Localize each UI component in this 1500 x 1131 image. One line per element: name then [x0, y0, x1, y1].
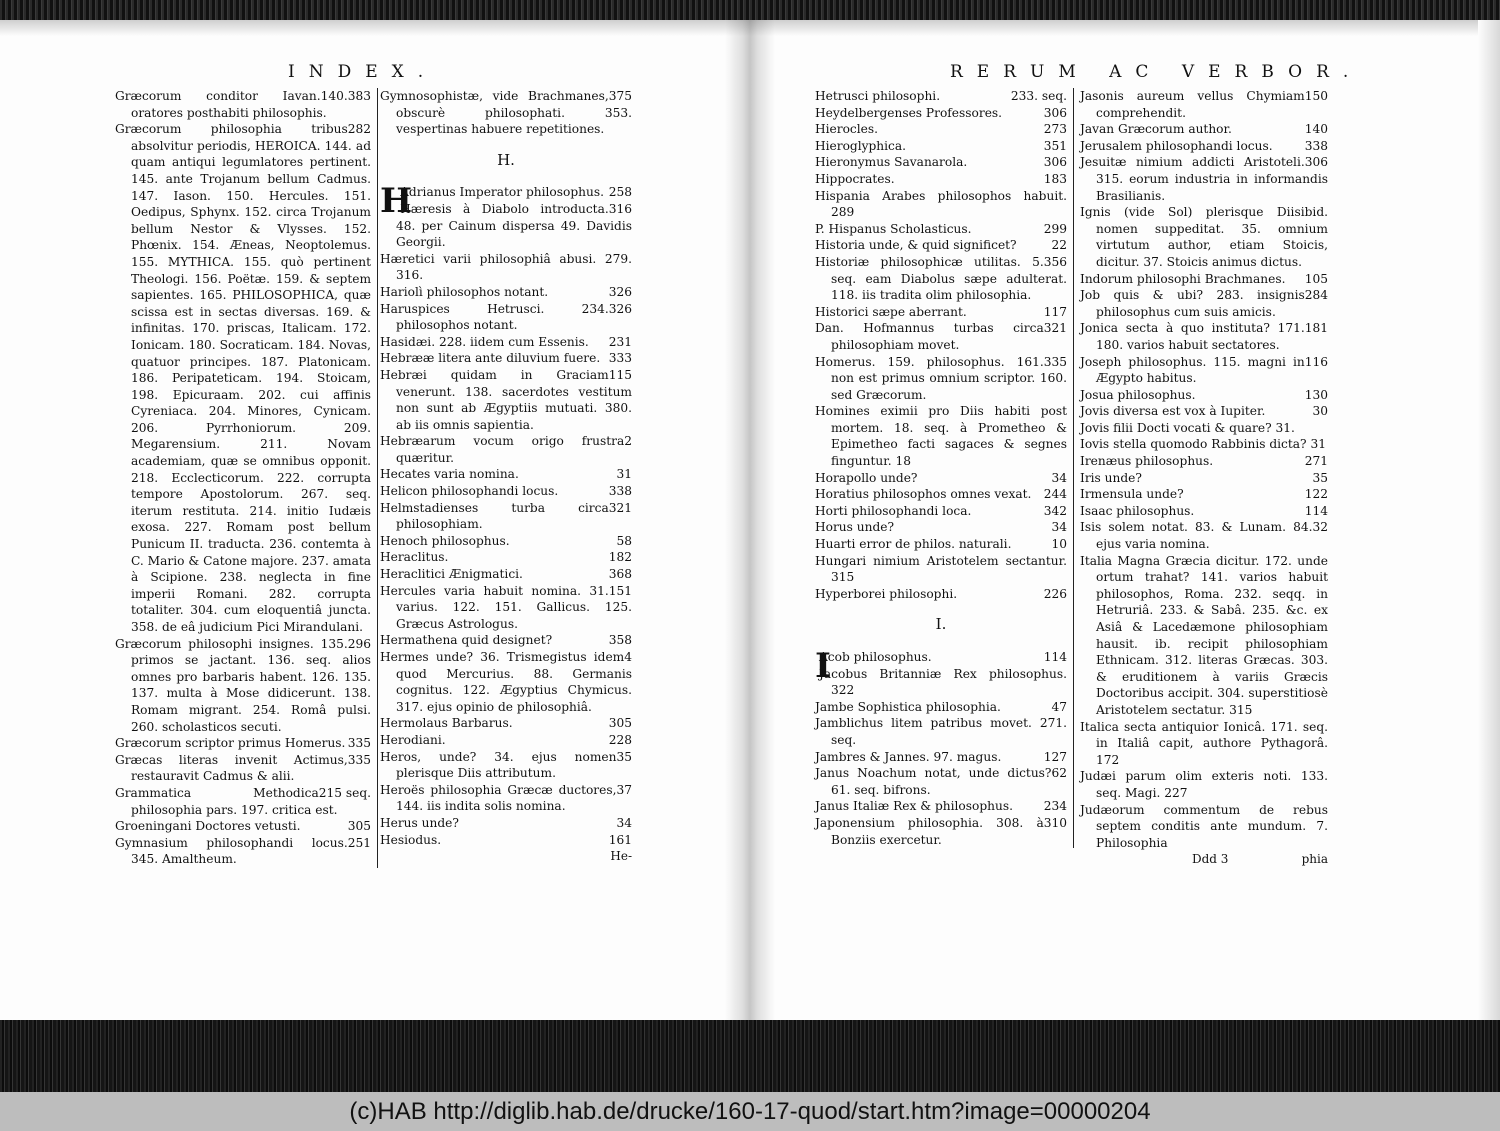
index-entry [815, 470, 1067, 487]
entry-text: Javan Græcorum author. [1080, 122, 1232, 137]
index-entry [380, 367, 632, 433]
index-entry [1080, 88, 1328, 121]
page-reference: 181 [1304, 321, 1328, 336]
page-reference: 10 [1051, 537, 1067, 552]
index-entry [815, 88, 1067, 105]
entry-text: Italia Magna Græcia dicitur. 172. unde ortum trahat? 141. varios habuit philosophos, Roma. 232. seqq. in Hetruriâ. 233. & Sabâ. 235. &c. ex Asiâ & Lacedæmone philosophiam hausit. ib. recipit philosophiam Ethnicam. 312. literas Græcas. 303. & eruditionem à variis Græcis Doctoribus accipit. 304. superstitiosè Aristotelem sectatur. 315 [1080, 553, 1328, 717]
catchword: He- [610, 849, 632, 864]
index-entry [1080, 287, 1328, 320]
entry-text: Job quis & ubi? 283. insignis philosophus cum suis amicis. [1080, 288, 1305, 319]
entry-text: Herus unde? [380, 815, 459, 830]
entry-text: Heros, unde? 34. ejus nomen plerisque Diis attributum. [380, 749, 617, 781]
page-reference: 296 [347, 636, 371, 651]
entry-text: Horatius philosophos omnes vexat. [815, 487, 1032, 502]
index-entry [380, 251, 632, 284]
page-reference: 375 [608, 89, 632, 103]
entry-text: Helmstadienses turba circa philosophiam. [380, 500, 609, 532]
entry-text: Horus unde? [815, 520, 895, 535]
book-gutter [725, 20, 775, 1022]
index-entry [380, 334, 632, 351]
scan-background-bottom [0, 1020, 1500, 1092]
entry-text: Jacobus Britanniæ Rex philosophus. 322 [819, 666, 1067, 698]
entry-text: Hierocles. [815, 122, 878, 137]
page-reference: 342 [1043, 503, 1067, 518]
index-entry [815, 121, 1067, 138]
index-entry [115, 818, 371, 835]
page-reference: 335 [347, 736, 371, 751]
index-entry [1080, 121, 1328, 138]
entry-text: Irmensula unde? [1080, 487, 1184, 502]
index-entry: I 114 Acob philosophus. [815, 646, 1067, 686]
catchword: phia [1301, 852, 1328, 867]
entry-text: Græcorum philosophia tribus absolvitur periodis, HEROICA. 144. ad quam antiqui legumlatores pertinent. 145. ante Trojanum bellum Cadmus. 147. Iason. 150. Hercules. 151. Oedipus, Sphynx. 152. circa Trojanum bellum Nestor & Vlysses. 152. Phœnix. 154. Æneas, Neoptolemus. 155. MYTHICA. 155. quò pertinent Theologi. 156. Poëtæ. 159. & septem sapientes. 165. PHILOSOPHICA, quæ scissa est in sectas diversas. 169. & infinitas. 170. priscas, Italicam. 172. Ionicam. 180. Socraticam. 184. Novas, quatuor principes. 187. Platonicam. 186. Peripateticam. 194. Stoicam, 198. Epicuraam. 202. cui affinis Cyreniaca. 204. Minores, Cynicam. 206. Pyrrhoniorum. 209. Megarensium. 211. Novam academiam, quæ se omnibus opponit. 218. Ecclecticorum. 222. corrupta tempore Apostolorum. 267. seq. iterum restituta. 214. initio Iudæis exosa. 227. Romam post bellum Punicum II. traducta. 236. contemta à C. Mario & Catone majore. 237. amata à Scipione. 238. neglecta in fine imperii Romani. 282. corrupta totaliter. 304. cum eloquentiâ juncta. 358. de eâ judicium Pici Mirandulani. [115, 122, 371, 634]
page-reference: 321 [608, 500, 632, 515]
index-entry [380, 815, 632, 832]
entry-text: Adrianus Imperator philosophus. [400, 185, 604, 200]
entry-text: Huarti error de philos. naturali. [815, 537, 1012, 552]
index-entry [815, 221, 1067, 238]
entry-text: Joseph philosophus. 115. magni in Ægypto habitus. [1080, 354, 1305, 386]
entry-text: Hispania Arabes philosophos habuit. 289 [815, 188, 1067, 220]
index-entry [380, 500, 632, 533]
page-reference: 231 [608, 334, 632, 349]
page-reference: 34 [616, 815, 632, 830]
entry-text: Hæretici varii philosophiâ abusi. 279. 316. [380, 251, 632, 283]
entry-text: Henoch philosophus. [380, 533, 510, 548]
entry-text: Hebræarum vocum origo frustra quæritur. [380, 434, 625, 465]
page-reference: 122 [1304, 487, 1328, 502]
entry-text: Hariolì philosophos notant. [380, 284, 549, 299]
entry-text: P. Hispanus Scholasticus. [815, 221, 972, 236]
entry-text: Hieronymus Savanarola. [815, 155, 968, 170]
index-entry [1080, 453, 1328, 470]
entry-text: Gymnosophistæ, vide Brachmanes, obscurè philosophati. 353. vespertinas habuere repetitiones. [380, 89, 632, 137]
index-entry [380, 749, 632, 782]
entry-text: Hasidæi. 228. iidem cum Essenis. [380, 334, 589, 349]
index-entry [115, 735, 371, 752]
index-entry [380, 301, 632, 334]
page-reference: 321 [1043, 321, 1067, 336]
index-entry [380, 732, 632, 749]
page-reference: 234 [1043, 799, 1067, 814]
index-entry [815, 320, 1067, 353]
index-entry [115, 785, 371, 818]
index-entry [815, 699, 1067, 716]
page-reference: 150 [1304, 89, 1328, 103]
page-reference: 282 [347, 122, 371, 137]
index-entry [815, 138, 1067, 155]
entry-text: Græcorum scriptor primus Homerus. [115, 736, 346, 751]
index-entry [380, 433, 632, 466]
left-running-head: INDEX. [288, 62, 438, 82]
page-reference: 306 [1043, 105, 1067, 120]
index-entry [815, 237, 1067, 254]
page-reference: 305 [608, 716, 632, 731]
entry-text: Hermathena quid designet? [380, 633, 553, 648]
page-reference: 233. seq. [1010, 89, 1067, 103]
page-reference: 37 [616, 782, 632, 797]
signature-mark: Ddd 3 [1192, 852, 1229, 867]
index-entry [1080, 519, 1328, 552]
index-entry [380, 632, 632, 649]
page-reference: 251 [347, 835, 371, 850]
page-reference: 358 [608, 633, 632, 648]
page-reference: 62 [1051, 766, 1067, 781]
page-reference: 316 [608, 201, 632, 216]
entry-text: Iris unde? [1080, 470, 1142, 485]
page-reference: 338 [608, 484, 632, 499]
right-page-column-1 [815, 88, 1074, 848]
entry-text: Heraclitus. [380, 550, 449, 565]
index-entry [815, 171, 1067, 188]
page-reference: 284 [1304, 288, 1328, 303]
page-reference: 105 [1304, 271, 1328, 286]
index-entry [815, 749, 1067, 766]
entry-text: Heraclitici Ænigmatici. [380, 567, 523, 582]
page-reference: 47 [1051, 699, 1067, 714]
index-entry [815, 815, 1067, 848]
entry-text: Heydelbergenses Professores. [815, 105, 1003, 120]
entry-text: Judæi parum olim exteris noti. 133. seq. Magi. 227 [1080, 769, 1328, 800]
page-reference: 161 [608, 832, 632, 847]
entry-text: Homines eximii pro Diis habiti post mortem. 18. seq. à Prometheo & Epimetheo facti sagaces & segnes finguntur. 18 [815, 404, 1067, 469]
entry-text: Græcas literas invenit Actimus, restauravit Cadmus & alii. [115, 752, 348, 784]
page-reference: 34 [1051, 470, 1067, 485]
index-entry [380, 533, 632, 550]
entry-text: Ignis (vide Sol) plerisque Diis nomen suppeditat. 35. omnium virtutum author, etiam Stoicis, dicitur. 37. Stoicis animus dictus. [1080, 205, 1328, 269]
entry-text: Hieroglyphica. [815, 138, 907, 153]
entry-text: Irenæus philosophus. [1080, 454, 1214, 469]
index-entry [1080, 271, 1328, 288]
entry-text: Hebrææ litera ante diluvium fuere. [380, 351, 601, 366]
page-reference: 305 [347, 819, 371, 834]
entry-text: Heroës philosophia Græcæ ductores, 144. iis indita solis nomina. [380, 782, 617, 814]
index-entry [1080, 387, 1328, 404]
page-reference: 4 [624, 650, 632, 664]
entry-text: Josua philosophus. [1080, 387, 1196, 402]
page-reference: 244 [1043, 487, 1067, 502]
page-reference: 335 [347, 752, 371, 767]
page-reference: 140 [1304, 122, 1328, 137]
page-reference: 127 [1043, 749, 1067, 764]
page-reference: 351 [1043, 138, 1067, 153]
entry-text: Groeningani Doctores vetusti. [115, 819, 301, 834]
entry-text: Jovis filii Docti vocati & quare? 31. [1080, 420, 1295, 435]
entry-text: Hæresis à Diabolo introducta. 48. per Cainum dispersa 49. Davidis Georgii. [396, 201, 632, 250]
page-reference: 35 [616, 749, 632, 764]
index-entry [380, 549, 632, 566]
entry-text: Italica secta antiquior Ionicâ. 171. seq. in Italiâ capit, authore Pythagorâ. 172 [1080, 719, 1328, 767]
entry-text: Grammatica Methodica philosophia pars. 197. critica est. [115, 785, 338, 817]
index-entry [815, 403, 1067, 469]
page-reference: 114 [1043, 650, 1067, 664]
index-entry [1080, 320, 1328, 353]
index-entry [1080, 553, 1328, 719]
index-entry [815, 715, 1067, 748]
index-entry [815, 304, 1067, 321]
index-entry [815, 666, 1067, 699]
index-entry [1080, 436, 1328, 453]
entry-text: Isaac philosophus. [1080, 503, 1195, 518]
page-reference: 228 [608, 732, 632, 747]
page-reference: 30 [1312, 404, 1328, 419]
page-reference: 273 [1043, 122, 1067, 137]
entry-text: Historici sæpe aberrant. [815, 304, 967, 319]
page-reference: 299 [1043, 221, 1067, 236]
page-reference: 335 [1043, 354, 1067, 369]
page-reference: 215 seq. [318, 785, 371, 800]
entry-text: Japonensium philosophia. 308. à Bonziis exercetur. [815, 815, 1044, 847]
index-entry [380, 466, 632, 483]
entry-text: Jambe Sophistica philosophia. [815, 699, 1001, 714]
entry-text: Jesuitæ nimium addicti Aristoteli. 315. eorum industria in informandis Brasilianis. [1080, 155, 1328, 203]
index-entry [1080, 768, 1328, 801]
entry-text: Historia unde, & quid significet? [815, 238, 1017, 253]
page-reference: 22 [1051, 238, 1067, 253]
page-reference: 115 [608, 367, 632, 382]
entry-text: Dan. Hofmannus turbas circa philosophiam movet. [815, 321, 1044, 352]
page-reference: 326 [608, 284, 632, 299]
entry-text: Historiæ philosophicæ utilitas. 5. seq. eam Diabolus sæpe adulterat. 118. iis tradita olim philosophia. [815, 254, 1067, 303]
index-entry [1080, 204, 1328, 270]
entry-text: Iovis stella quomodo Rabbinis dicta? 31 [1080, 437, 1326, 452]
index-entry [815, 798, 1067, 815]
index-entry [815, 188, 1067, 221]
page-reference: 338 [1304, 138, 1328, 153]
page-reference: ibid. [1300, 205, 1328, 220]
entry-text: Herodiani. [380, 732, 446, 747]
entry-text: Hungari nimium Aristotelem sectantur. 315 [815, 553, 1067, 585]
index-entry [815, 354, 1067, 404]
page-reference: 116 [1304, 354, 1328, 369]
entry-text: Græcorum philosophi insignes. 135. primos se jactant. 136. seq. alios omnes pro barbaris habent. 126. 135. 137. multa à Mose didicerunt. 138. Romam migrant. 254. Româ pulsi. 260. scholasticos secuti. [115, 636, 371, 734]
index-entry [1080, 470, 1328, 487]
letter-heading-h: H. [497, 150, 515, 169]
entry-text: Horti philosophandi loca. [815, 503, 972, 518]
index-entry [815, 765, 1067, 798]
page-reference: 35 [1312, 470, 1328, 485]
left-page-column-1 [115, 88, 378, 868]
page-reference: 310 [1043, 815, 1067, 830]
entry-text: Hesiodus. [380, 832, 442, 847]
index-entry [1080, 354, 1328, 387]
letter-heading-i: I. [935, 615, 947, 634]
index-entry [115, 752, 371, 785]
page-reference: 58 [616, 533, 632, 548]
index-entry [380, 88, 632, 138]
entry-text: Acob philosophus. [819, 650, 932, 664]
index-entry [380, 284, 632, 301]
entry-text: Helicon philosophandi locus. [380, 484, 559, 499]
index-entry [115, 835, 371, 868]
right-running-head: RERUM AC VERBOR. [950, 62, 1363, 82]
index-entry [815, 503, 1067, 520]
index-entry [380, 566, 632, 583]
index-entry [815, 519, 1067, 536]
index-entry [815, 105, 1067, 122]
page-reference: 114 [1304, 503, 1328, 518]
index-entry [115, 88, 371, 121]
entry-text: Judæorum commentum de rebus septem conditis ante mundum. 7. Philosophia [1080, 802, 1328, 850]
page-reference: 333 [608, 351, 632, 366]
index-entry [1080, 719, 1328, 769]
index-entry [815, 586, 1067, 603]
index-entry [380, 832, 632, 849]
page-reference: 2 [624, 434, 632, 449]
entry-text: Hetrusci philosophi. [815, 89, 941, 103]
page-reference: 356 [1043, 254, 1067, 269]
page-reference: 258 [608, 185, 632, 200]
index-entry [380, 583, 632, 633]
entry-text: Hippocrates. [815, 171, 895, 186]
index-entry [115, 121, 371, 635]
entry-text: Indorum philosophi Brachmanes. [1080, 271, 1286, 286]
page-reference: 368 [608, 567, 632, 582]
page-reference: 182 [608, 550, 632, 565]
index-entry [380, 201, 632, 251]
index-entry [1080, 403, 1328, 420]
page-reference: 306 [1304, 155, 1328, 170]
page-reference: 117 [1043, 304, 1067, 319]
page-reference: 34 [1051, 520, 1067, 535]
entry-text: Jerusalem philosophandi locus. [1080, 138, 1273, 153]
index-entry [815, 536, 1067, 553]
book-spread [0, 20, 1500, 1022]
entry-text: Janus Italiæ Rex & philosophus. [815, 799, 1013, 814]
index-entry [380, 350, 632, 367]
entry-text: Jasonis aureum vellus Chymiam comprehendit. [1080, 89, 1305, 120]
right-page-column-2 [1080, 88, 1328, 869]
index-entry [1080, 138, 1328, 155]
page-reference: 151 [608, 583, 632, 598]
drop-capital: H [380, 181, 413, 222]
entry-text: Hermolaus Barbarus. [380, 716, 513, 731]
page-reference: 326 [608, 301, 632, 316]
entry-text: Jonica secta à quo instituta? 171. 180. varios habuit sectatores. [1080, 321, 1305, 352]
entry-text: Hecates varia nomina. [380, 467, 519, 482]
index-entry [1080, 420, 1328, 437]
index-entry [815, 553, 1067, 586]
entry-text: Hyperborei philosophi. [815, 586, 958, 601]
page-reference: 383 [347, 89, 371, 103]
entry-text: Græcorum conditor Iavan.140. oratores posthabiti philosophis. [115, 89, 348, 120]
page-reference: 130 [1304, 387, 1328, 402]
copyright-caption: (c)HAB http://diglib.hab.de/drucke/160-17-quod/start.htm?image=00000204 [0, 1092, 1500, 1131]
index-entry [1080, 154, 1328, 204]
index-entry [815, 154, 1067, 171]
page-reference: 226 [1043, 586, 1067, 601]
index-entry [1080, 802, 1328, 852]
entry-text: Jambres & Jannes. 97. magus. [815, 749, 1002, 764]
entry-text: Horapollo unde? [815, 470, 918, 485]
left-page-column-2 [380, 88, 632, 865]
page-edge-right [1478, 20, 1500, 1022]
page-reference: 306 [1043, 155, 1067, 170]
entry-text: Hercules varia habuit nomina. 31. varius. 122. 151. Gallicus. 125. Græcus Astrologus. [380, 583, 632, 631]
page-reference: 32 [1312, 520, 1328, 535]
index-entry [1080, 486, 1328, 503]
entry-text: Haruspices Hetrusci. 234. philosophos notant. [380, 301, 609, 333]
entry-text: Homerus. 159. philosophus. 161. non est primus omnium scriptor. 160. sed Græcorum. [815, 354, 1067, 402]
page-reference: 271 [1304, 454, 1328, 469]
entry-text: Hebræi quidam in Graciam venerunt. 138. sacerdotes vestitum non sunt ab Ægyptiis mutuati. 380. ab iis omnis sapientia. [380, 367, 632, 432]
entry-text: Jovis diversa est vox à Iupiter. [1080, 404, 1266, 419]
page-reference: 183 [1043, 171, 1067, 186]
index-entry [815, 254, 1067, 304]
index-entry [380, 483, 632, 500]
index-entry [1080, 503, 1328, 520]
entry-text: Gymnasium philosophandi locus. 345. Amaltheum. [115, 835, 348, 867]
entry-text: Janus Noachum notat, unde dictus? 61. seq. bifrons. [815, 766, 1052, 797]
index-entry [380, 782, 632, 815]
page-reference: 31 [616, 467, 632, 482]
index-entry [115, 636, 371, 736]
entry-text: Isis solem notat. 83. & Lunam. 84. ejus varia nomina. [1080, 520, 1313, 552]
index-entry [380, 715, 632, 732]
index-entry [380, 649, 632, 715]
index-entry [815, 486, 1067, 503]
entry-text: Jamblichus litem patribus movet. 271. seq. [815, 716, 1067, 747]
entry-text: Hermes unde? 36. Trismegistus idem quod Mercurius. 88. Germanis cognitus. 122. Ægyptius Chymicus. 317. ejus opinio de philosophiâ. [380, 650, 632, 714]
